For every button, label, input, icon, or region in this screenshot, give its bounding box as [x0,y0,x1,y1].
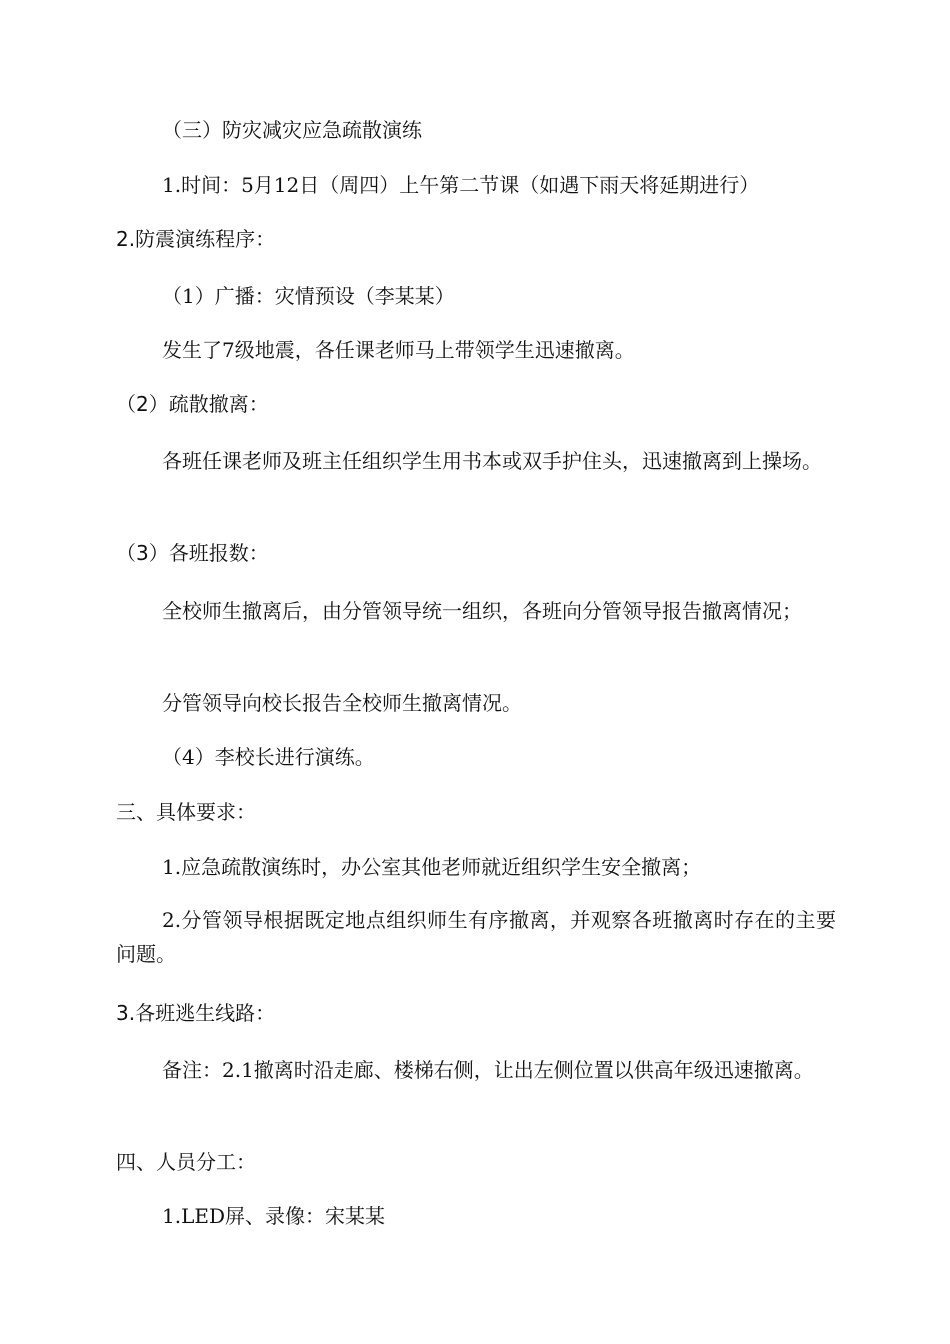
requirement-2: 2.分管领导根据既定地点组织师生有序撤离，并观察各班撤离时存在的主要问题。 [116,908,836,966]
staff-1: 1.LED屏、录像：宋某某 [162,1204,385,1228]
procedure-heading: 2.防震演练程序： [116,227,276,251]
drill-heading: （三）防灾减灾应急疏散演练 [162,118,422,142]
step2-detail: 各班任课老师及班主任组织学生用书本或双手护住头，迅速撤离到上操场。 [162,449,822,473]
step3-detail-b: 分管领导向校长报告全校师生撤离情况。 [162,691,522,715]
note: 备注：2.1撤离时沿走廊、楼梯右侧，让出左侧位置以供高年级迅速撤离。 [162,1058,814,1082]
requirements-heading: 三、具体要求： [116,800,256,824]
staffing-heading: 四、人员分工： [116,1150,256,1174]
routes-heading: 3.各班逃生线路： [116,1001,276,1025]
step1-broadcast: （1）广播：灾情预设（李某某） [162,284,455,308]
step3-detail-a: 全校师生撤离后，由分管领导统一组织，各班向分管领导报告撤离情况； [162,599,802,623]
step2-heading: （2）疏散撤离： [116,392,269,416]
step3-heading: （3）各班报数： [116,541,269,565]
step1-detail: 发生了7级地震，各任课老师马上带领学生迅速撤离。 [162,338,635,362]
step4: （4）李校长进行演练。 [162,745,375,769]
drill-time: 1.时间：5月12日（周四）上午第二节课（如遇下雨天将延期进行） [162,173,760,197]
requirement-1: 1.应急疏散演练时，办公室其他老师就近组织学生安全撤离； [162,855,702,879]
